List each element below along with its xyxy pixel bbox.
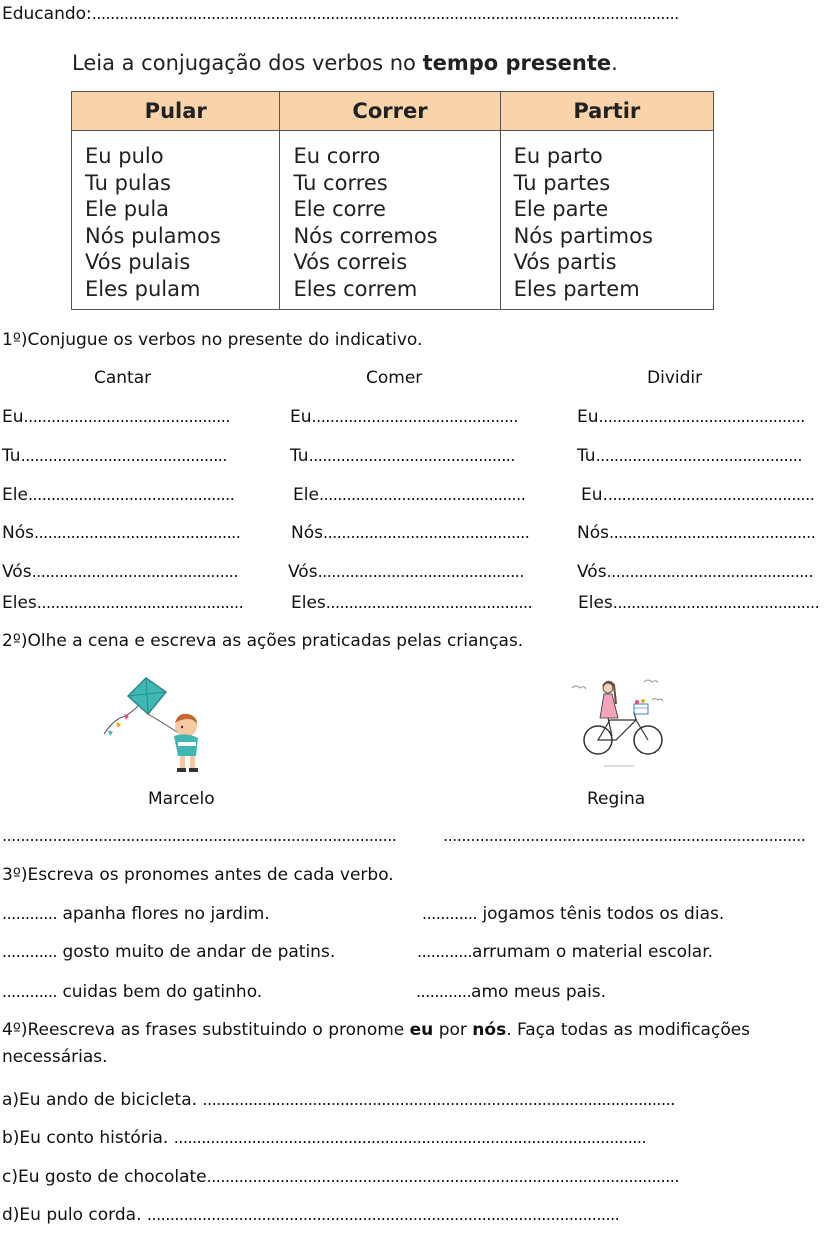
q3-item[interactable]: ............ apanha flores no jardim. <box>2 904 270 924</box>
q1-blank[interactable]: Nós............................................. <box>2 523 241 543</box>
q2-answer-marcelo[interactable]: ...................................................................................... <box>2 826 397 845</box>
educando-line <box>2 4 679 24</box>
q4-item-c[interactable]: c)Eu gosto de chocolate....................................................................................................... <box>2 1167 679 1187</box>
instruction: Leia a conjugação dos verbos no tempo presente. <box>72 51 618 75</box>
q1-blank[interactable]: Eu............................................. <box>290 407 518 427</box>
table-header-partir: Partir <box>500 92 713 131</box>
q4-item-d[interactable]: d)Eu pulo corda. ....................................................................................................... <box>2 1205 620 1225</box>
q1-blank[interactable]: Ele............................................. <box>293 485 526 505</box>
q1-blank[interactable]: Eu.............................................. <box>581 485 815 505</box>
q3-item[interactable]: ............ jogamos tênis todos os dias. <box>422 904 725 924</box>
table-column-pular: Eu pulo Tu pulas Ele pula Nós pulamos Vós pulais Eles pulam <box>72 131 280 310</box>
educando-blank[interactable]: ................................................................................................................................ <box>91 4 679 23</box>
q1-blank[interactable]: Tu............................................. <box>290 446 515 466</box>
q3-item[interactable]: ............ cuidas bem do gatinho. <box>2 982 263 1002</box>
q3-item[interactable]: ............amo meus pais. <box>416 982 607 1002</box>
q1-blank[interactable]: Vós............................................. <box>577 562 813 582</box>
q1-blank[interactable]: Tu............................................. <box>577 446 802 466</box>
verb-dividir: Dividir <box>647 368 703 388</box>
verb-cantar: Cantar <box>94 368 152 388</box>
q1-blank[interactable]: Eles............................................. <box>578 593 820 613</box>
q1-blank[interactable]: Eles............................................. <box>291 593 533 613</box>
q1-blank[interactable]: Ele............................................. <box>2 485 235 505</box>
educando-label: Educando: <box>2 4 92 24</box>
q1-title: 1º)Conjugue os verbos no presente do indicativo. <box>2 330 423 350</box>
q1-blank[interactable]: Vós............................................. <box>2 562 238 582</box>
table-header-pular: Pular <box>72 92 280 131</box>
verb-comer: Comer <box>366 368 423 388</box>
q4-item-a[interactable]: a)Eu ando de bicicleta. ....................................................................................................... <box>2 1090 675 1110</box>
q1-blank[interactable]: Vós............................................. <box>288 562 524 582</box>
q4-title: 4º)Reescreva as frases substituindo o pronome eu por nós. Faça todas as modificações <box>2 1020 751 1040</box>
q1-blank[interactable]: Eu............................................. <box>577 407 805 427</box>
table-header-correr: Correr <box>280 92 500 131</box>
q1-blank[interactable]: Eles............................................. <box>2 593 244 613</box>
q3-item[interactable]: ............arrumam o material escolar. <box>417 942 714 962</box>
q1-blank[interactable]: Eu............................................. <box>2 407 230 427</box>
name-marcelo: Marcelo <box>148 789 215 809</box>
kite-boy-illustration <box>98 676 208 774</box>
table-column-correr: Eu corro Tu corres Ele corre Nós corremos Vós correis Eles correm <box>280 131 500 310</box>
q1-blank[interactable]: Nós............................................. <box>291 523 530 543</box>
q4-item-b[interactable]: b)Eu conto história. ....................................................................................................... <box>2 1128 647 1148</box>
q2-title: 2º)Olhe a cena e escreva as ações praticadas pelas crianças. <box>2 631 524 651</box>
q4-title-line2: necessárias. <box>2 1047 108 1067</box>
conjugation-table <box>71 91 714 310</box>
q1-blank[interactable]: Nós............................................. <box>577 523 816 543</box>
q3-item[interactable]: ............ gosto muito de andar de patins. <box>2 942 336 962</box>
name-regina: Regina <box>587 789 646 809</box>
q2-answer-regina[interactable]: ............................................................................... <box>443 826 806 845</box>
q1-blank[interactable]: Tu............................................. <box>2 446 227 466</box>
q3-title: 3º)Escreva os pronomes antes de cada verbo. <box>2 865 394 885</box>
girl-bicycle-illustration <box>564 674 674 774</box>
table-column-partir: Eu parto Tu partes Ele parte Nós partimos Vós partis Eles partem <box>500 131 713 310</box>
